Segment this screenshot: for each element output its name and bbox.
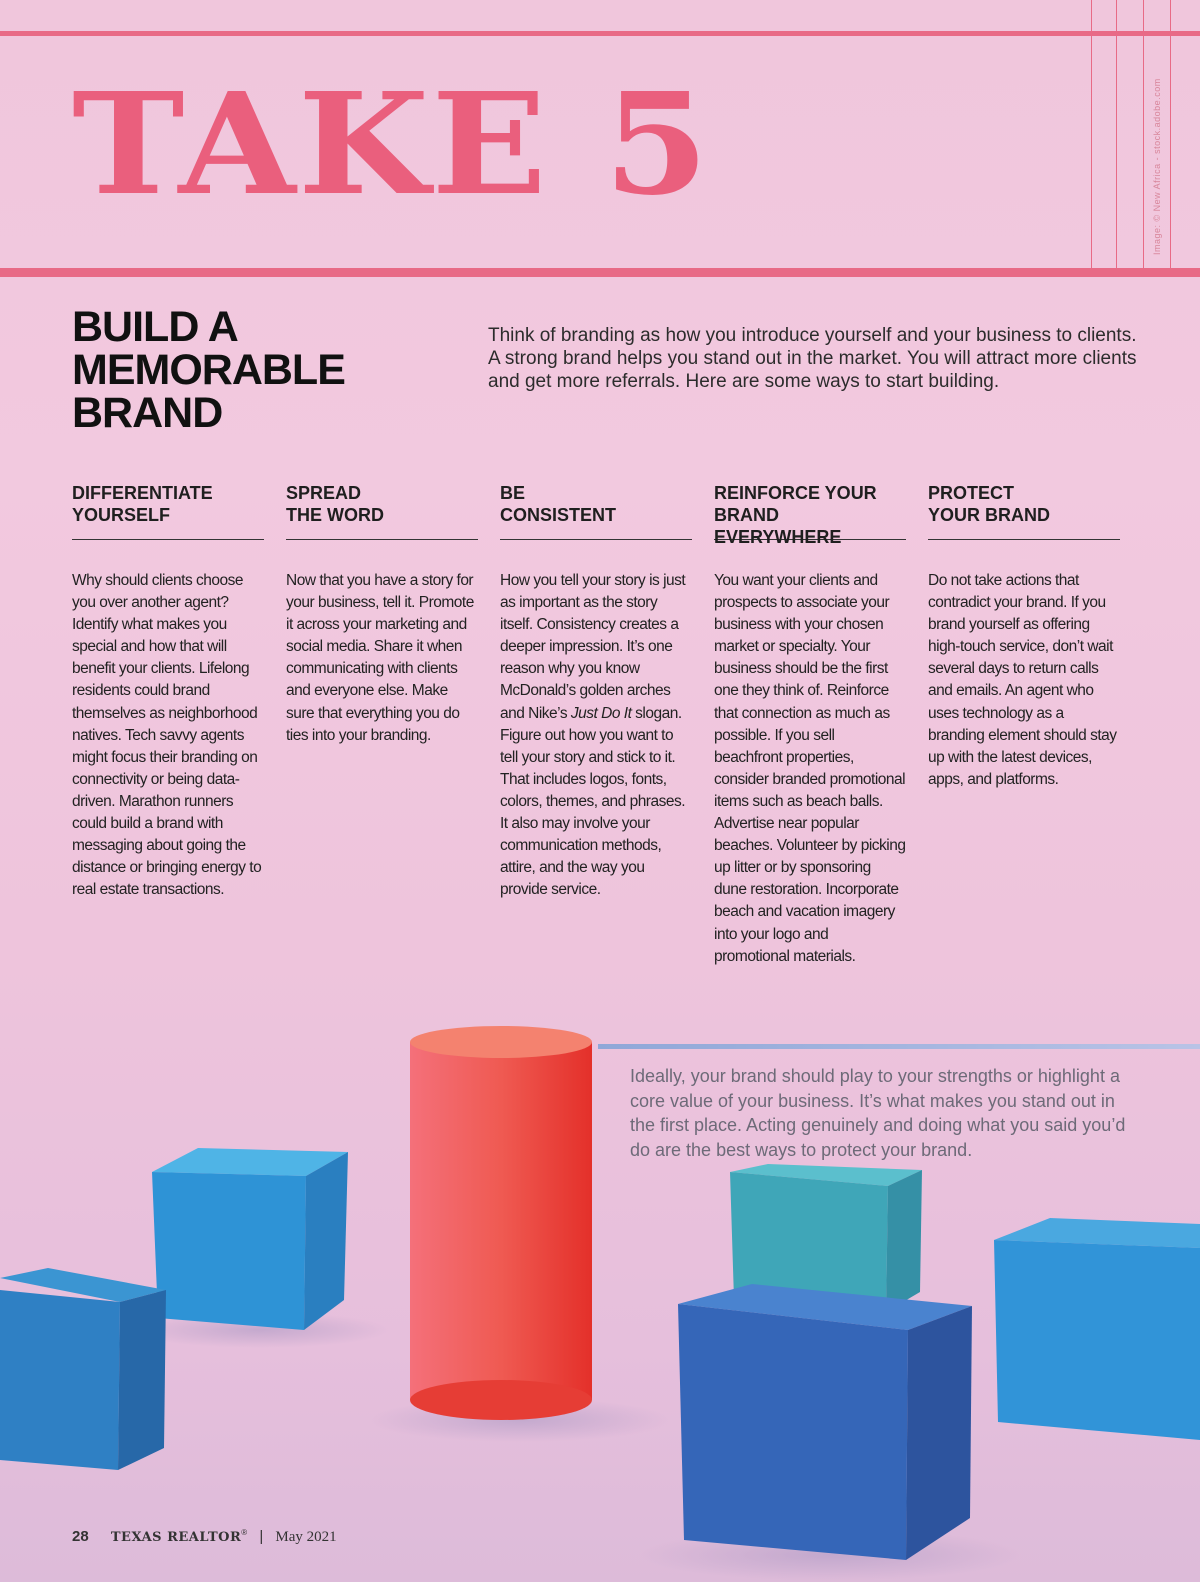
header-vertical-rule [1170, 0, 1171, 268]
header-vertical-rule [1091, 0, 1092, 268]
blue-cube-right [994, 1218, 1200, 1440]
article-headline: BUILD A MEMORABLE BRAND [72, 303, 345, 437]
header-vertical-rule [1143, 0, 1144, 268]
page-footer [72, 1528, 337, 1546]
tip-heading: REINFORCE YOUR BRAND EVERYWHERE [714, 482, 906, 540]
photo-credit: Image: © New Africa - stock.adobe.com [1152, 78, 1162, 255]
header-top-rule [0, 31, 1200, 36]
tip-body: You want your clients and prospects to associate your business with your chosen market or specialty. Your business should be the first one they think of. Reinforce that connection as much as possible. If you sell beachfront properties, consider branded promotional items such as beach balls. Advertise near popular beaches. Volunteer by picking up litter or by sponsoring dune restoration. Incorporate beach and vacation imagery into your logo and promotional materials. [714, 572, 906, 965]
tip-column-differentiate [72, 482, 264, 901]
red-cylinder [410, 1026, 592, 1420]
registered-mark: ® [241, 1528, 248, 1537]
tip-column-consistent [500, 482, 692, 901]
tip-column-reinforce [714, 482, 906, 968]
tip-heading: BE CONSISTENT [500, 482, 692, 540]
blue-cube-front-left [0, 1268, 166, 1470]
blue-cube-back-left [152, 1148, 348, 1330]
blue-cube-front-right [678, 1284, 972, 1560]
header-bottom-rule [0, 268, 1200, 277]
tip-column-spread [286, 482, 478, 747]
tip-body: How you tell your story is just as important as the story itself. Consistency creates a deeper impression. It’s one reason why you know McDonald’s golden arches and Nike’s Just Do It slogan. Figure out how you want to tell your story and stick to it. That includes logos, fonts, colors, themes, and phrases. It also may involve your communication methods, attire, and the way you provide service. [500, 572, 686, 899]
tip-heading: PROTECT YOUR BRAND [928, 482, 1120, 540]
header-vertical-rule [1116, 0, 1117, 268]
pull-quote: Ideally, your brand should play to your strengths or highlight a core value of your business. It’s what makes you stand out in the first place. Acting genuinely and doing what you said you’d do are the best ways to protect your brand. [630, 1066, 1126, 1160]
tip-heading: SPREAD THE WORD [286, 482, 478, 540]
tip-body: Now that you have a story for your business, tell it. Promote it across your marketing and social media. Share it when communicating with clients and everyone else. Make sure that everything you do ties into your branding. [286, 572, 474, 744]
magazine-name: TEXAS REALTOR [110, 1530, 242, 1545]
article-intro: Think of branding as how you introduce yourself and your business to clients. A strong brand helps you stand out in the market. You will attract more clients and get more referrals. Here are some ways to start building. [488, 325, 1137, 392]
tip-body: Why should clients choose you over another agent? Identify what makes you special and how that will benefit your clients. Lifelong residents could brand themselves as neighborhood natives. Tech savvy agents might focus their branding on connectivity or being data-driven. Marathon runners could build a brand with messaging about going the distance or bringing energy to real estate transactions. [72, 572, 262, 899]
page-number: 28 [72, 1528, 89, 1545]
issue-date: May 2021 [275, 1529, 337, 1545]
tip-body: Do not take actions that contradict your brand. If you brand yourself as offering high-touch service, don’t wait several days to return calls and emails. An agent who uses technology as a branding element should stay up with the latest devices, apps, and platforms. [928, 572, 1117, 788]
pull-quote-rule [598, 1044, 1200, 1049]
section-title: TAKE 5 [72, 63, 712, 227]
tip-column-protect [928, 482, 1120, 791]
tip-heading: DIFFERENTIATE YOURSELF [72, 482, 264, 540]
footer-separator: | [259, 1528, 264, 1545]
